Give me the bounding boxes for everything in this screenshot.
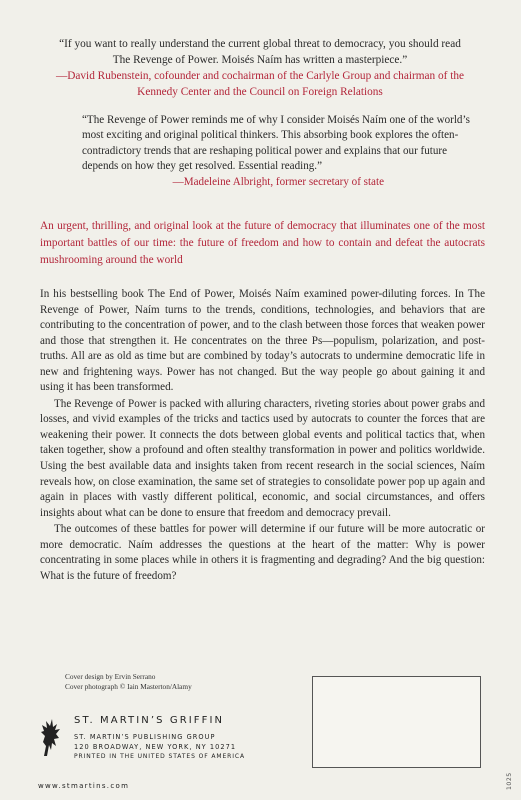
blurb-quote-albright [82, 113, 472, 190]
publisher-group: ST. MARTIN’S PUBLISHING GROUP [74, 733, 216, 741]
publisher-name: ST. MARTIN’S GRIFFIN [74, 715, 225, 726]
publisher-address: 120 BROADWAY, NEW YORK, NY 10271 [74, 743, 237, 751]
print-code: 1025 [506, 772, 513, 790]
publisher-block [38, 714, 298, 794]
tagline: An urgent, thrilling, and original look at the future of democracy that illuminates one of the most important battles of our time: the future of freedom and how to contain and defeat the autocrats mushrooming around the world [40, 220, 485, 266]
body-paragraph: The Revenge of Power is packed with alluring characters, riveting stories about power grabs and losses, and vivid examples of the tricks and tactics used by autocrats to counter the forces that are weakening their power. It connects the dots between global events and political tactics that, when taken together, show a profound and often stealthy transformation in power and politics worldwide. Using the best available data and insights taken from recent research in the social sciences, Naím reveals how, on close examination, the same set of strategies to consolidate power pop up again and again in places with vastly different political, economic, and social circumstances, and offers insights about what can be done to ensure that freedom and democracy prevail. [40, 397, 485, 519]
cover-photo-credit: Cover photograph © Iain Masterton/Alamy [65, 682, 192, 691]
cover-credits [65, 672, 192, 692]
publisher-website: www.stmartins.com [38, 782, 130, 790]
griffin-logo-icon [38, 716, 64, 758]
blurb-quote-rubenstein [50, 36, 470, 100]
quote-text: “If you want to really understand the current global threat to democracy, you should read The Revenge of Power. Moisés Naím has written a masterpiece.” [59, 38, 461, 66]
body-paragraph: In his bestselling book The End of Power, Moisés Naím examined power-diluting forces. In The Revenge of Power, Naím turns to the trends, conditions, technologies, and behaviors that are contributing to the concentration of power, and to the clash between those forces that weaken power and those that strengthen it. He concentrates on the three Ps—populism, polarization, and post-truths. All are as old as time but are combined by today’s autocrats to undermine democratic life in new and frightening ways. Power has not changed. But the way people go about gaining it and using it has been transformed. [40, 288, 485, 394]
barcode-area [312, 676, 481, 768]
description-body [40, 287, 485, 584]
printed-in: PRINTED IN THE UNITED STATES OF AMERICA [74, 753, 246, 760]
body-paragraph: The outcomes of these battles for power will determine if our future will be more autocratic or more democratic. Naím addresses the questions at the heart of the matter: Why is power concentrating in some places while in others it is fragmenting and degrading? And the big question: What is the future of freedom? [40, 523, 485, 582]
quote-attribution: —Madeleine Albright, former secretary of state [172, 175, 384, 188]
quote-text: “The Revenge of Power reminds me of why I consider Moisés Naím one of the world’s most exciting and original political thinkers. This absorbing book explores the often-contradictory trends that are reshaping political power and explains that our future depends on how they get resolved. Essential reading.” [82, 114, 470, 173]
quote-attribution: —David Rubenstein, cofounder and cochairman of the Carlyle Group and chairman of the Kennedy Center and the Council on Foreign Relations [55, 70, 465, 98]
cover-design-credit: Cover design by Ervin Serrano [65, 672, 156, 681]
